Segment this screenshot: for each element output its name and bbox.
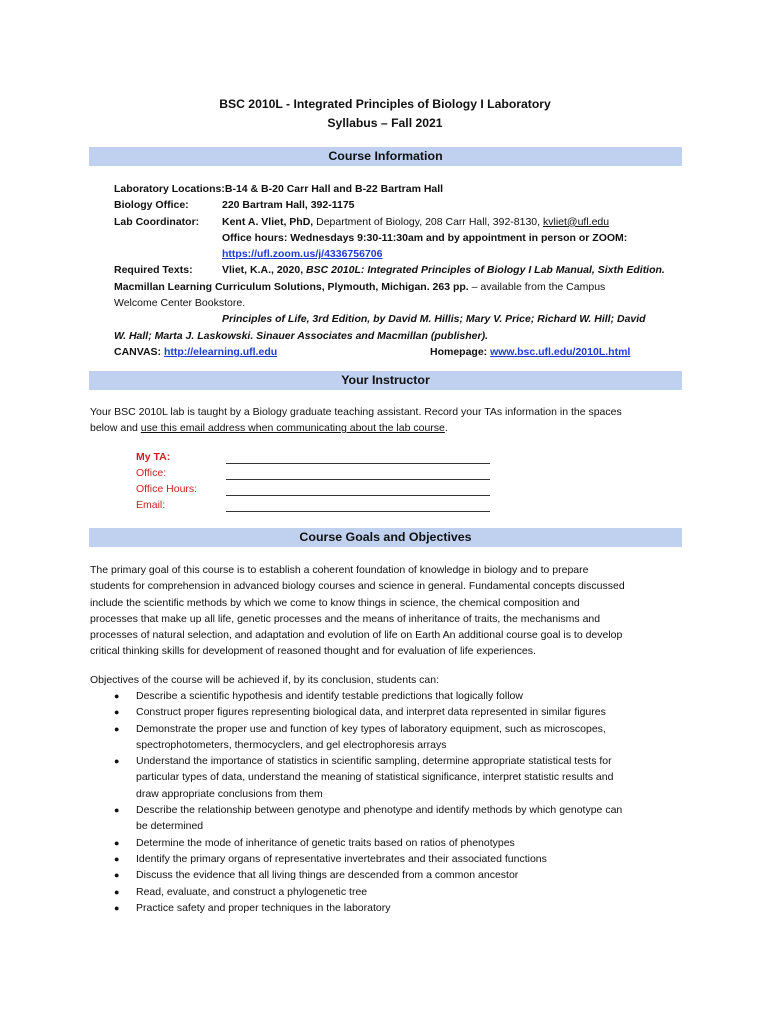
text1-title: BSC 2010L: Integrated Principles of Biology I Lab Manual, Sixth Edition. <box>306 264 665 277</box>
homepage-link[interactable]: www.bsc.ufl.edu/2010L.html <box>490 345 631 358</box>
document-title: BSC 2010L - Integrated Principles of Biology I Laboratory <box>219 97 551 111</box>
text1-author: Vliet, K.A., 2020, <box>222 264 307 277</box>
objective-item: ● Identify the primary organs of representative invertebrates and their associated functions <box>90 851 688 867</box>
my-ta-label: My TA: <box>136 451 171 463</box>
objective-item: ● Determine the mode of inheritance of genetic traits based on ratios of phenotypes <box>90 835 688 851</box>
ta-office-hours-blank-line[interactable] <box>226 484 490 496</box>
bullet-icon: ● <box>114 723 120 734</box>
objective-item: ● Discuss the evidence that all living things are descended from a common ancestor <box>90 867 688 883</box>
zoom-link[interactable]: https://ufl.zoom.us/j/4336756706 <box>222 248 383 261</box>
goals-paragraph-line: processes that make up all life, genetic processes and the means of inheritance of traits, the mechanisms and <box>90 612 601 625</box>
canvas-label: CANVAS: <box>114 345 164 358</box>
goals-paragraph-line: processes of natural selection, and adaptation and evolution of life on Earth An additional course goal is to develop <box>90 629 623 642</box>
objective-item: ● Understand the importance of statistics in scientific sampling, determine appropriate statistical tests for particular types of data, understand the meaning of statistical significance, interpret statistic results and draw appropriate conclusions from them <box>114 755 614 800</box>
ta-email-label: Email: <box>136 499 166 511</box>
objective-item: ● Practice safety and proper techniques in the laboratory <box>90 900 688 916</box>
lab-locations-label: Laboratory Locations: <box>114 183 225 195</box>
my-ta-blank-line[interactable] <box>226 452 490 464</box>
goals-paragraph-line: include the scientific methods by which we come to know things in science, the chemical composition and <box>90 596 580 609</box>
text1-publisher: Macmillan Learning Curriculum Solutions, Plymouth, Michigan. 263 pp. <box>114 280 469 293</box>
instructor-intro <box>90 404 688 437</box>
bullet-icon: ● <box>114 691 120 701</box>
lab-coordinator-label: Lab Coordinator: <box>114 215 200 228</box>
goals-paragraph-line: The primary goal of this course is to establish a coherent foundation of knowledge in biology and to prepare <box>90 564 589 576</box>
bullet-icon: ● <box>114 707 120 718</box>
objective-item: ● Construct proper figures representing biological data, and interpret data represented in similar figures <box>90 704 688 720</box>
lab-locations-value: B-14 & B-20 Carr Hall and B-22 Bartram Hall <box>224 183 444 195</box>
objective-item: ● Describe a scientific hypothesis and identify testable predictions that logically follow <box>90 688 688 704</box>
document-subtitle: Syllabus – Fall 2021 <box>327 116 443 130</box>
canvas-link[interactable]: http://elearning.ufl.edu <box>163 345 278 358</box>
lab-coordinator-department: Department of Biology, 208 Carr Hall, 392-8130, <box>313 215 543 228</box>
goals-paragraph-line: critical thinking skills for development of reasoned thought and for evaluation of life experiences. <box>90 645 536 658</box>
objective-item: ● Demonstrate the proper use and function of key types of laboratory equipment, such as microscopes, spectrophotometers, thermocyclers, and gel electrophoresis arrays <box>114 722 606 751</box>
office-hours-text: Office hours: Wednesdays 9:30-11:30am and by appointment in person or ZOOM: <box>222 231 628 244</box>
section-heading-course-information: Course Information <box>89 147 682 166</box>
instructor-intro-line2-start: below and <box>90 422 141 435</box>
section-heading-course-goals: Course Goals and Objectives <box>89 528 682 547</box>
objectives-list <box>90 688 688 916</box>
homepage-label: Homepage: <box>430 345 491 358</box>
text1-availability: – available from the Campus <box>468 280 606 293</box>
bullet-icon: ● <box>114 902 120 913</box>
ta-office-hours-label: Office Hours: <box>136 483 198 495</box>
required-texts-label: Required Texts: <box>114 264 193 277</box>
ta-office-blank-line[interactable] <box>226 468 490 480</box>
goals-paragraph-line: students for comprehension in advanced biology courses and science in general. Fundamental concepts discussed <box>90 580 625 593</box>
bullet-icon: ● <box>114 756 120 767</box>
objective-item: ● Describe the relationship between genotype and phenotype and identify methods by which genotype can be determined <box>114 804 623 833</box>
lab-coordinator-name: Kent A. Vliet, PhD, <box>222 215 314 228</box>
objectives-intro: Objectives of the course will be achieved if, by its conclusion, students can: <box>90 674 440 686</box>
instructor-intro-line1: Your BSC 2010L lab is taught by a Biology graduate teaching assistant. Record your TAs information in the spaces <box>90 406 622 418</box>
bullet-icon: ● <box>114 837 120 848</box>
ta-office-label: Office: <box>136 467 167 479</box>
bullet-icon: ● <box>114 886 120 897</box>
instructor-intro-line2-end: . <box>444 422 448 435</box>
ta-email-blank-line[interactable] <box>226 500 490 512</box>
text2-line2: W. Hall; Marta J. Laskowski. Sinauer Associates and Macmillan (publisher). <box>114 329 489 342</box>
section-heading-your-instructor: Your Instructor <box>89 371 682 390</box>
biology-office-label: Biology Office: <box>114 199 189 212</box>
course-info-block <box>114 181 694 360</box>
text2-line1: Principles of Life, 3rd Edition, by David M. Hillis; Mary V. Price; Richard W. Hill; David <box>222 313 646 326</box>
bullet-icon: ● <box>114 870 120 881</box>
bullet-icon: ● <box>114 853 120 864</box>
bullet-icon: ● <box>114 805 120 816</box>
objective-item: ● Read, evaluate, and construct a phylogenetic tree <box>90 884 688 900</box>
instructor-intro-email-instruction: use this email address when communicating about the lab course <box>140 422 445 435</box>
objectives-list-container <box>90 688 688 916</box>
goals-paragraph <box>90 562 688 660</box>
text1-availability-line2: Welcome Center Bookstore. <box>114 297 246 310</box>
lab-coordinator-email-link[interactable]: kvliet@ufl.edu <box>542 215 610 228</box>
biology-office-value: 220 Bartram Hall, 392-1175 <box>222 199 355 212</box>
